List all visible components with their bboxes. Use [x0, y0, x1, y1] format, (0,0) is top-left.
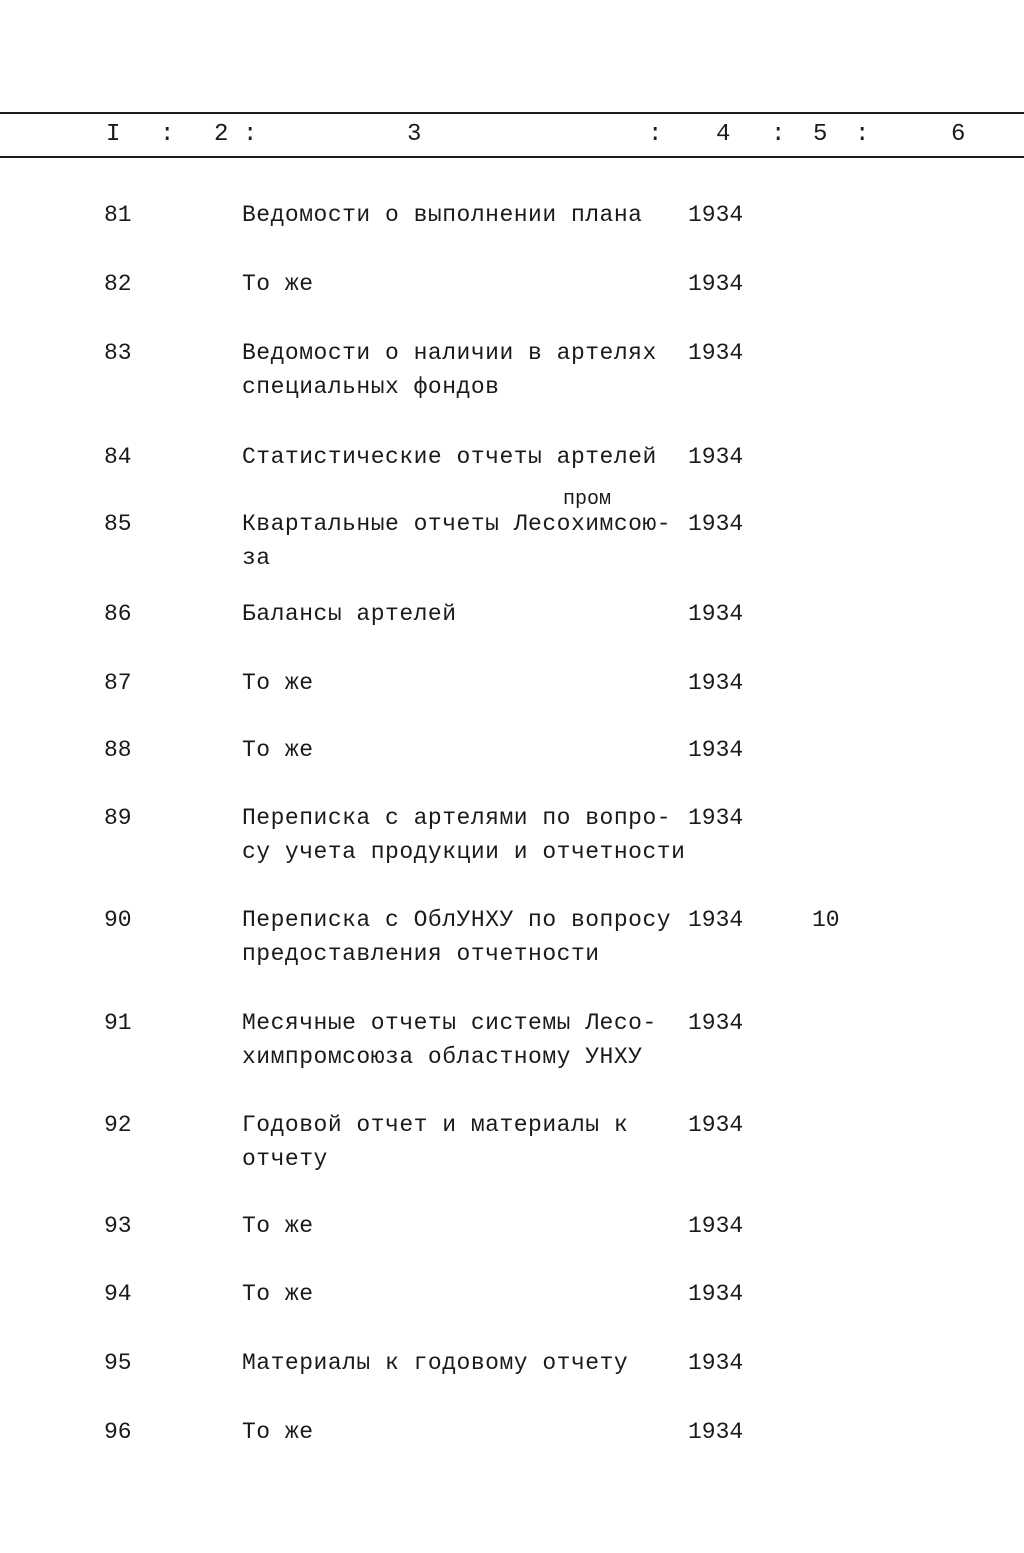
title-line: Годовой отчет и материалы к	[242, 1112, 629, 1138]
item-title	[242, 666, 314, 700]
column-header-3: 3	[407, 121, 422, 148]
title-line: Квартальные отчеты Лесохимсою-	[242, 511, 672, 537]
item-number: 89	[104, 805, 132, 831]
title-line: То же	[242, 737, 314, 763]
item-number: 84	[104, 444, 132, 470]
column-header-5: 5	[813, 121, 828, 148]
column-separator: :	[160, 121, 175, 148]
title-line: химпромсоюза областному УНХУ	[242, 1044, 643, 1070]
title-line: То же	[242, 1213, 314, 1239]
item-title	[242, 267, 314, 301]
item-number: 83	[104, 340, 132, 366]
item-year: 1934	[688, 805, 744, 831]
item-number: 85	[104, 511, 132, 537]
column-header-2: 2	[214, 121, 229, 148]
item-sheet-count: 10	[812, 907, 840, 933]
title-line: Ведомости о выполнении плана	[242, 202, 643, 228]
title-line: Статистические отчеты артелей	[242, 444, 657, 470]
title-line: предоставления отчетности	[242, 941, 600, 967]
item-year: 1934	[688, 1112, 744, 1138]
item-number: 82	[104, 271, 132, 297]
column-separator: :	[771, 121, 786, 148]
item-year: 1934	[688, 737, 744, 763]
item-year: 1934	[688, 340, 744, 366]
item-number: 92	[104, 1112, 132, 1138]
item-year: 1934	[688, 670, 744, 696]
item-title	[242, 198, 642, 232]
item-number: 95	[104, 1350, 132, 1376]
item-year: 1934	[688, 601, 744, 627]
item-title	[242, 1006, 657, 1074]
item-title	[242, 903, 671, 971]
handwritten-insertion: пром	[563, 488, 612, 511]
item-number: 88	[104, 737, 132, 763]
title-line: То же	[242, 271, 314, 297]
item-year: 1934	[688, 1419, 744, 1445]
item-number: 94	[104, 1281, 132, 1307]
item-number: 93	[104, 1213, 132, 1239]
item-year: 1934	[688, 444, 744, 470]
item-year: 1934	[688, 511, 744, 537]
column-separator: :	[648, 121, 663, 148]
column-separator: :	[855, 121, 870, 148]
title-line: специальных фондов	[242, 374, 500, 400]
item-title	[242, 801, 685, 869]
item-title	[242, 440, 657, 474]
column-header-6: 6	[951, 121, 966, 148]
item-year: 1934	[688, 1350, 744, 1376]
title-line: Ведомости о наличии в артелях	[242, 340, 657, 366]
item-year: 1934	[688, 907, 744, 933]
title-line: су учета продукции и отчетности	[242, 839, 686, 865]
item-title	[242, 1209, 314, 1243]
item-year: 1934	[688, 1213, 744, 1239]
item-title	[242, 1415, 314, 1449]
title-line: То же	[242, 1281, 314, 1307]
column-header-1: I	[106, 121, 121, 148]
item-number: 90	[104, 907, 132, 933]
item-title	[242, 597, 457, 631]
title-line: То же	[242, 670, 314, 696]
column-separator: :	[243, 121, 258, 148]
title-line: Переписка с ОблУНХУ по вопросу	[242, 907, 672, 933]
item-title	[242, 1346, 628, 1380]
item-title	[242, 507, 671, 575]
header-bottom-rule	[0, 156, 1024, 158]
title-line: Балансы артелей	[242, 601, 457, 627]
title-line: за	[242, 545, 271, 571]
item-number: 86	[104, 601, 132, 627]
header-top-rule	[0, 112, 1024, 114]
item-number: 87	[104, 670, 132, 696]
title-line: Месячные отчеты системы Лесо-	[242, 1010, 657, 1036]
item-year: 1934	[688, 1010, 744, 1036]
item-title	[242, 1277, 314, 1311]
item-year: 1934	[688, 202, 744, 228]
item-title	[242, 1108, 628, 1176]
column-header-4: 4	[716, 121, 731, 148]
title-line: отчету	[242, 1146, 328, 1172]
item-number: 96	[104, 1419, 132, 1445]
item-year: 1934	[688, 1281, 744, 1307]
item-year: 1934	[688, 271, 744, 297]
title-line: Переписка с артелями по вопро-	[242, 805, 672, 831]
item-title	[242, 733, 314, 767]
item-title	[242, 336, 657, 404]
item-number: 91	[104, 1010, 132, 1036]
title-line: То же	[242, 1419, 314, 1445]
item-number: 81	[104, 202, 132, 228]
title-line: Материалы к годовому отчету	[242, 1350, 629, 1376]
